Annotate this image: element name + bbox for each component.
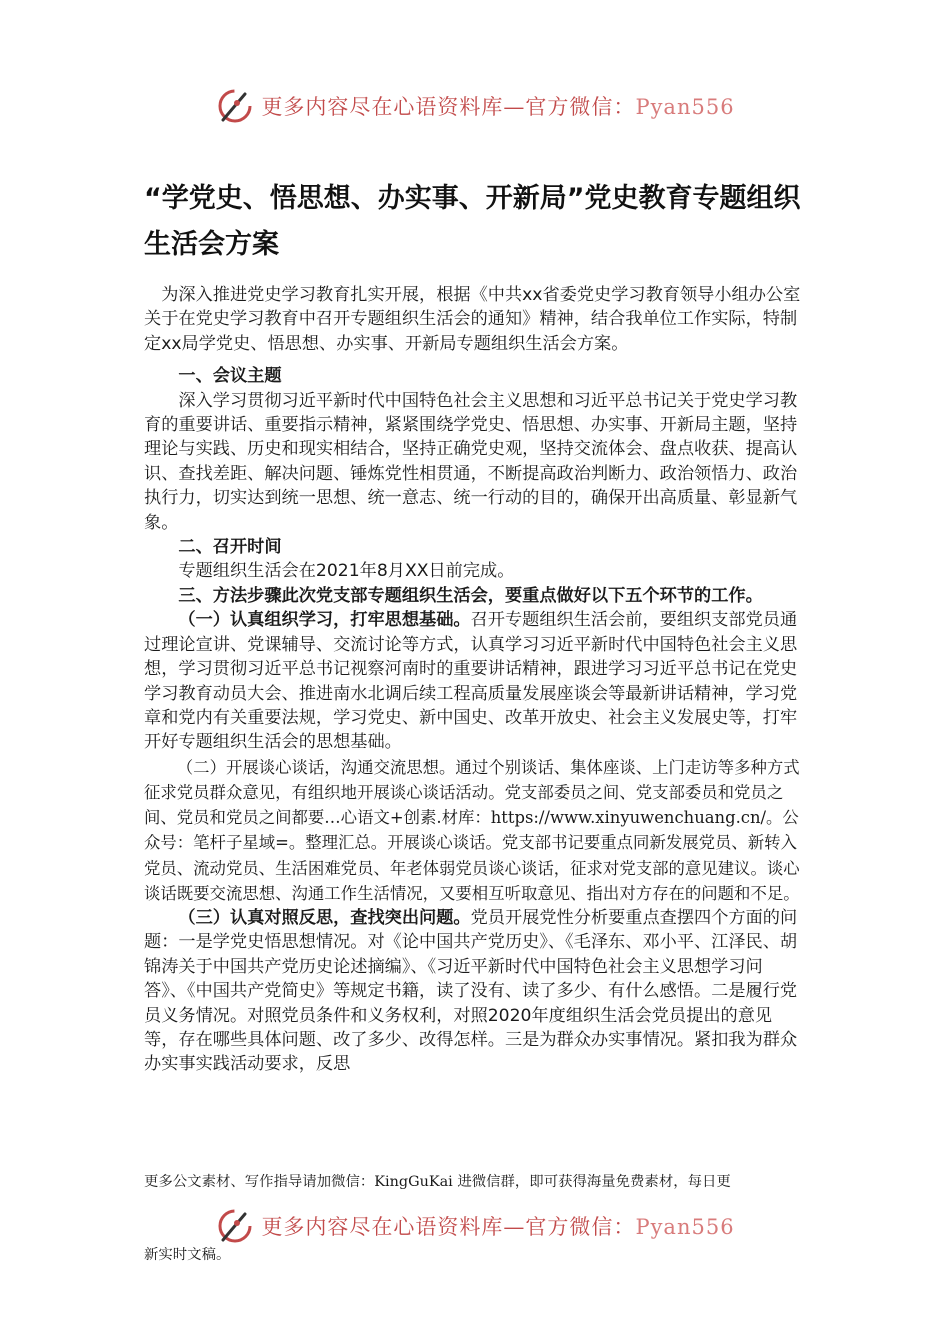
header-banner: [0, 86, 950, 126]
banner-wechat-id: Pyan556: [635, 95, 735, 119]
item-1-paragraph: [144, 608, 804, 754]
section-2-heading: 二、召开时间: [178, 537, 282, 558]
intro-paragraph: 为深入推进党史学习教育扎实开展，根据《中共xx省委党史学习教育领导小组办公室关于在党史学习教育中召开专题组织生活会的通知》精神，结合我单位工作实际，特制定xx局学党史、悟思想、办实事、开新局专题组织生活会方案。: [144, 285, 801, 354]
banner-text: 更多内容尽在心语资料库—官方微信：Pyan556: [261, 95, 735, 119]
banner-text: 更多内容尽在心语资料库—官方微信：Pyan556: [261, 1215, 735, 1239]
section-2-body: 专题组织生活会在2021年8月XX日前完成。: [178, 561, 515, 582]
item-3-body: 党员开展党性分析要重点查摆四个方面的问题：一是学党史悟思想情况。对《论中国共产党历史》、《毛泽东、邓小平、江泽民、胡锦涛关于中国共产党历史论述摘编》、《习近平新时代中国特色社会主义思想学习问答》、《中国共产党简史》等规定书籍，读了没有、读了多少、有什么感悟。二是履行党员义务情况。对照党员条件和义务权利，对照2020年度组织生活会党员提出的意见等，存在哪些具体问题、改了多少、改得怎样。三是为群众办实事情况。紧扣我为群众办实事实践活动要求，反思: [144, 907, 798, 1075]
footer-note-tail: 新实时文稿。: [144, 1247, 231, 1263]
section-1-body: 深入学习贯彻习近平新时代中国特色社会主义思想和习近平总书记关于党史学习教育的重要讲话、重要指示精神，紧紧围绕学党史、悟思想、办实事、开新局主题，坚持理论与实践、历史和现实相结合，坚持正确党史观，坚持交流体会、盘点收获、提高认识、查找差距、解决问题、锤炼党性相贯通，不断提高政治判断力、政治领悟力、政治执行力，切实达到统一思想、统一意志、统一行动的目的，确保开出高质量、彰显新气象。: [144, 390, 798, 533]
item-2-paragraph: （二）开展谈心谈话，沟通交流思想。通过个别谈话、集体座谈、上门走访等多种方式征求党员群众意见，有组织地开展谈心谈话活动。党支部委员之间、党支部委员和党员之间、党员和党员之间都要…心语文+创素.材库：https://www.xinyuwenchuang.cn/。公众号：笔杆子星域=。整理汇总。开展谈心谈话。党支部书记要重点同新发展党员、新转入党员、流动党员、生活困难党员、年老体弱党员谈心谈话，征求对党支部的意见建议。谈心谈话既要交流思想、沟通工作生活情况，又要相互听取意见、指出对方存在的问题和不足。: [144, 757, 800, 903]
item-3-lead: （三）认真对照反思，查找突出问题。: [178, 907, 471, 928]
item-3-paragraph: [144, 906, 804, 1077]
banner-wechat-id: Pyan556: [635, 1215, 735, 1239]
footer-banner: [0, 1206, 950, 1246]
section-3-heading: 三、方法步骤此次党支部专题组织生活会，要重点做好以下五个环节的工作。: [178, 585, 763, 606]
item-1-lead: （一）认真组织学习，打牢思想基础。: [178, 610, 471, 631]
brush-logo-icon: [215, 86, 255, 126]
section-1-heading: 一、会议主题: [178, 366, 282, 387]
footer-note: 更多公文素材、写作指导请加微信：KingGuKai 进微信群，即可获得海量免费素材，每日更: [144, 1174, 731, 1190]
document-title: “学党史、悟思想、办实事、开新局”党史教育专题组织生活会方案: [144, 183, 801, 260]
item-1-body: 召开专题组织生活会前，要组织支部党员通过理论宣讲、党课辅导、交流讨论等方式，认真学习习近平新时代中国特色社会主义思想，学习贯彻习近平总书记视察河南时的重要讲话精神，跟进学习习近平总书记在党史学习教育动员大会、推进南水北调后续工程高质量发展座谈会等最新讲话精神，学习党章和党内有关重要法规，学习党史、新中国史、改革开放史、社会主义发展史等，打牢开好专题组织生活会的思想基础。: [144, 610, 798, 753]
document-body: [144, 283, 804, 1077]
brush-logo-icon: [215, 1206, 255, 1246]
